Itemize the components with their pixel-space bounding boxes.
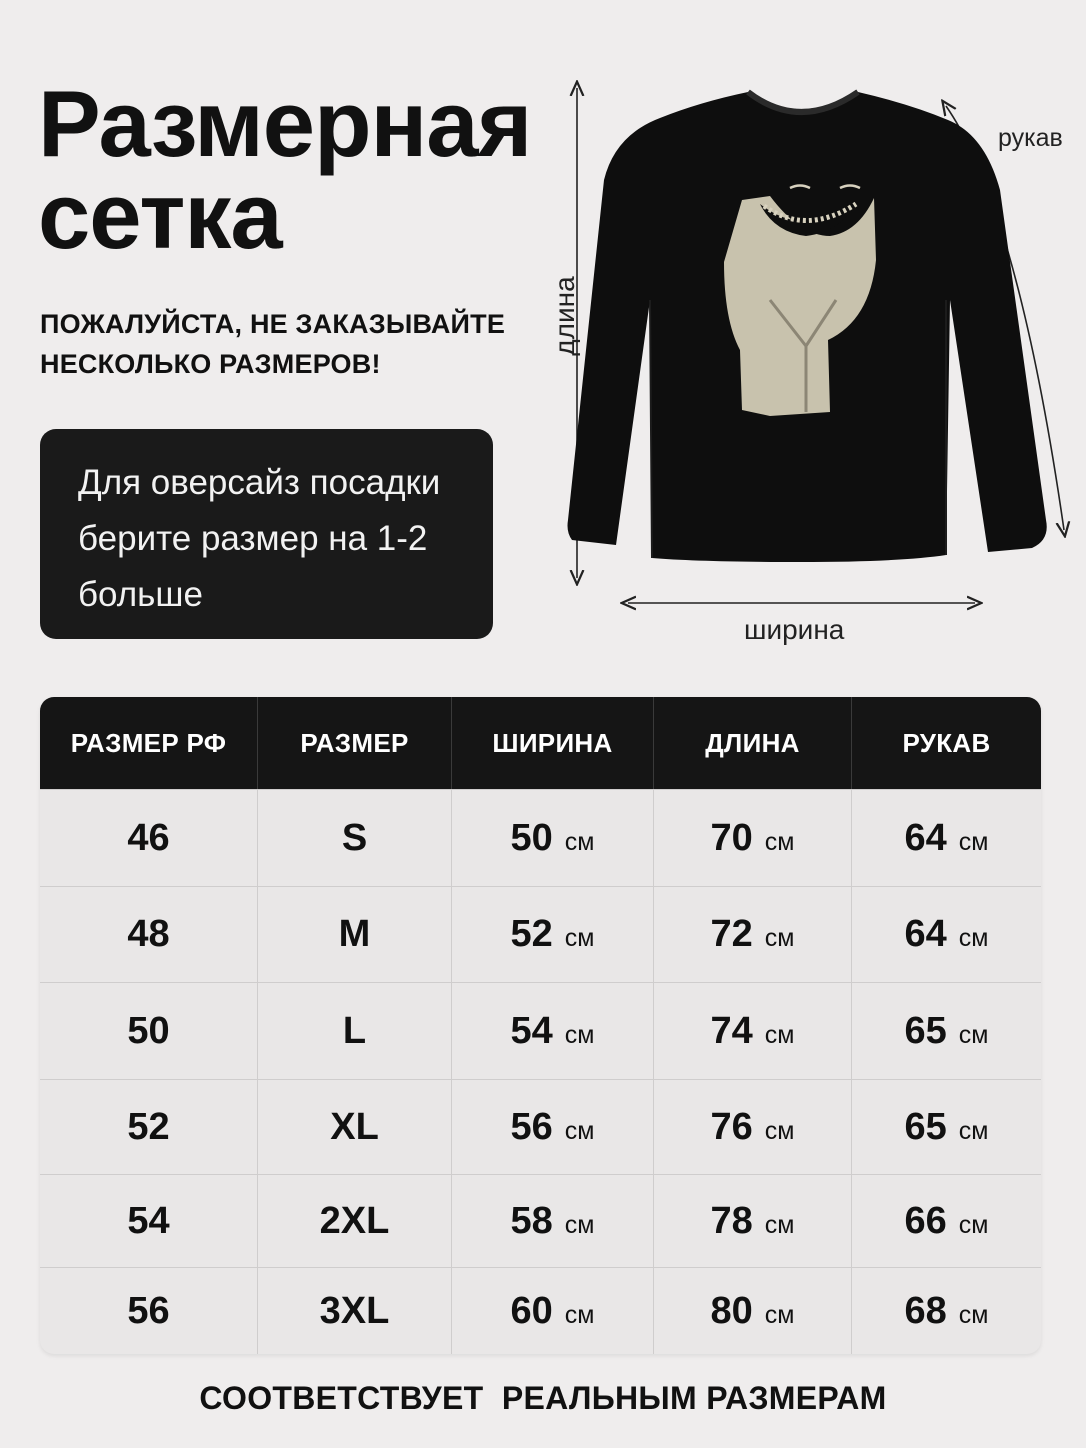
cell-size-ru: 56	[40, 1268, 258, 1354]
cell-sleeve	[852, 1268, 1041, 1354]
unit-label: см	[958, 1116, 989, 1145]
cell-sleeve	[852, 983, 1041, 1079]
cell-size: M	[258, 887, 452, 982]
cell-length	[654, 887, 852, 982]
sleeve-value: 64	[904, 816, 947, 859]
length-label: длина	[549, 276, 580, 356]
cell-length	[654, 1080, 852, 1174]
cell-length	[654, 790, 852, 886]
cell-size: L	[258, 983, 452, 1079]
length-value: 78	[710, 1199, 753, 1242]
length-value: 76	[710, 1105, 753, 1148]
warning-line-2: НЕСКОЛЬКО РАЗМЕРОВ!	[40, 349, 381, 379]
note-line-2: берите размер на 1-2	[78, 519, 428, 558]
unit-label: см	[764, 1116, 795, 1145]
cell-sleeve	[852, 887, 1041, 982]
cell-size-ru: 52	[40, 1080, 258, 1174]
table-row	[40, 1174, 1041, 1267]
sleeve-value: 64	[904, 913, 947, 955]
cell-size-ru: 46	[40, 790, 258, 886]
length-value: 74	[710, 1009, 753, 1052]
table-row	[40, 1079, 1041, 1174]
length-value: 72	[710, 913, 753, 955]
cell-width	[452, 1175, 654, 1267]
width-label: ширина	[744, 614, 845, 645]
cell-sleeve	[852, 1080, 1041, 1174]
unit-label: см	[564, 924, 595, 952]
header-size: РАЗМЕР	[258, 697, 452, 789]
cell-width	[452, 983, 654, 1079]
length-value: 70	[710, 816, 753, 859]
unit-label: см	[564, 827, 595, 856]
unit-label: см	[764, 1300, 795, 1329]
width-value: 52	[510, 913, 553, 955]
sleeve-value: 68	[904, 1289, 947, 1332]
shirt-diagram	[0, 0, 1086, 680]
unit-label: см	[564, 1210, 595, 1239]
cell-width	[452, 1268, 654, 1354]
unit-label: см	[764, 1210, 795, 1239]
title-line-1: Размерная	[38, 71, 532, 176]
unit-label: см	[764, 827, 795, 856]
length-value: 80	[710, 1289, 753, 1332]
cell-size-ru: 48	[40, 887, 258, 982]
footer-text: СООТВЕТСТВУЕТ РЕАЛЬНЫМ РАЗМЕРАМ	[199, 1380, 887, 1416]
cell-length	[654, 1175, 852, 1267]
cell-width	[452, 790, 654, 886]
sleeve-label: рукав	[998, 124, 1063, 152]
cell-sleeve	[852, 1175, 1041, 1267]
unit-label: см	[564, 1116, 595, 1145]
cell-size: 3XL	[258, 1268, 452, 1354]
size-table	[40, 697, 1041, 1354]
sleeve-value: 65	[904, 1105, 947, 1148]
header-length: ДЛИНА	[654, 697, 852, 789]
width-value: 58	[510, 1199, 553, 1242]
unit-label: см	[958, 827, 989, 856]
cell-width	[452, 887, 654, 982]
cell-size-ru: 50	[40, 983, 258, 1079]
header-width: ШИРИНА	[452, 697, 654, 789]
note-line-1: Для оверсайз посадки	[78, 463, 441, 502]
cell-length	[654, 1268, 852, 1354]
width-value: 50	[510, 816, 553, 859]
warning-line-1: ПОЖАЛУЙСТА, НЕ ЗАКАЗЫВАЙТЕ	[40, 309, 506, 339]
sleeve-value: 66	[904, 1199, 947, 1242]
width-value: 56	[510, 1105, 553, 1148]
header-size-ru: РАЗМЕР РФ	[40, 697, 258, 789]
unit-label: см	[958, 1210, 989, 1239]
cell-size-ru: 54	[40, 1175, 258, 1267]
table-row	[40, 789, 1041, 886]
sleeve-value: 65	[904, 1009, 947, 1052]
width-value: 60	[510, 1289, 553, 1332]
cell-size: 2XL	[258, 1175, 452, 1267]
width-value: 54	[510, 1009, 553, 1052]
table-header	[40, 697, 1041, 789]
cell-size: S	[258, 790, 452, 886]
unit-label: см	[958, 1020, 989, 1049]
cell-sleeve	[852, 790, 1041, 886]
shirt-illustration	[0, 0, 1086, 680]
unit-label: см	[764, 1020, 795, 1049]
table-row	[40, 1267, 1041, 1354]
cell-width	[452, 1080, 654, 1174]
cell-length	[654, 983, 852, 1079]
note-line-3: больше	[78, 575, 203, 614]
table-row	[40, 982, 1041, 1079]
unit-label: см	[564, 1300, 595, 1329]
unit-label: см	[564, 1020, 595, 1049]
unit-label: см	[764, 924, 795, 952]
unit-label: см	[958, 1300, 989, 1329]
cell-size: XL	[258, 1080, 452, 1174]
header-sleeve: РУКАВ	[902, 727, 991, 758]
unit-label: см	[958, 924, 989, 952]
table-row	[40, 886, 1041, 982]
title-line-2: сетка	[38, 163, 282, 268]
